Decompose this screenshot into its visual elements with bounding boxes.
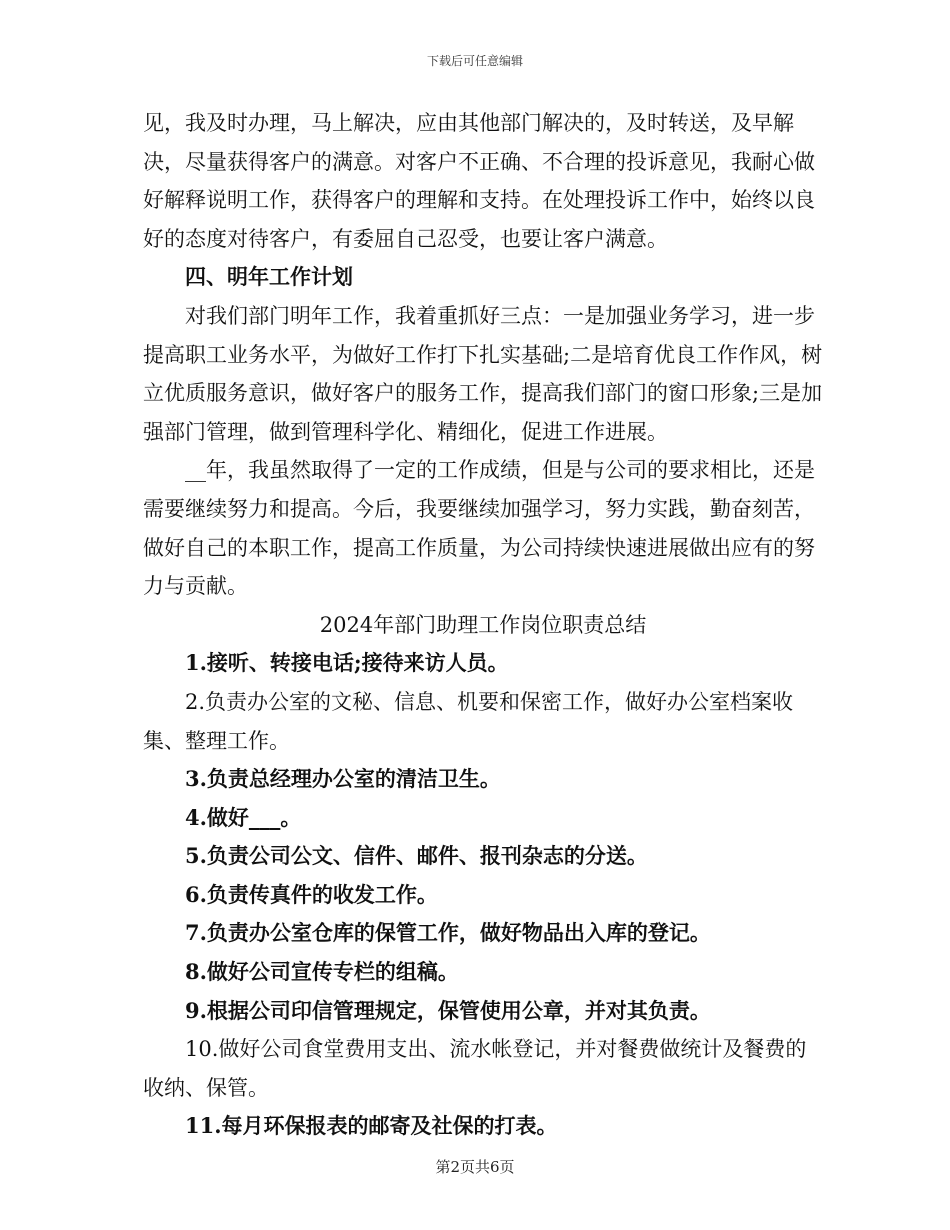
section-title-duties: 2024年部门助理工作岗位职责总结 [319,612,647,637]
duty-item-4: 4.做好___。 [185,804,302,830]
duty-item-11: 11.每月环保报表的邮寄及社保的打表。 [185,1113,558,1139]
duty-item-7: 7.负责办公室仓库的保管工作，做好物品出入库的登记。 [185,920,711,946]
duty-item-1: 1.接听、转接电话;接待来访人员。 [185,650,509,676]
duty-item-2: 2.负责办公室的文秘、信息、机要和保密工作，做好办公室档案收集、整理工作。 [143,689,794,753]
duty-item-10: 10.做好公司食堂费用支出、流水帐登记，并对餐费做统计及餐费的收纳、保管。 [143,1037,807,1100]
document-body [143,104,823,1146]
duty-item-6: 6.负责传真件的收发工作。 [185,881,438,907]
duty-item-8: 8.做好公司宣传专栏的组稿。 [185,959,459,985]
paragraph-complaints: 见，我及时办理，马上解决，应由其他部门解决的，及时转送，及早解决，尽量获得客户的满意。对客户不正确、不合理的投诉意见，我耐心做好解释说明工作，获得客户的理解和支持。在处理投诉工作中，始终以良好的态度对待客户，有委屈自己忍受，也要让客户满意。 [143,111,815,251]
paragraph-next-year-plan: 对我们部门明年工作，我着重抓好三点：一是加强业务学习，进一步提高职工业务水平，为做好工作打下扎实基础;二是培育优良工作作风，树立优质服务意识，做好客户的服务工作，提高我们部门的窗口形象;三是加强部门管理，做到管理科学化、精细化，促进工作进展。 [143,303,823,444]
duty-item-9: 9.根据公司印信管理规定，保管使用公章，并对其负责。 [185,997,711,1023]
duty-item-3: 3.负责总经理办公室的清洁卫生。 [185,766,501,792]
page-footer: 第2页共6页 [435,1158,515,1176]
section-heading-next-year-plan: 四、明年工作计划 [185,264,353,290]
page-header: 下载后可任意编辑 [426,54,523,68]
paragraph-conclusion: __年，我虽然取得了一定的工作成绩，但是与公司的要求相比，还是需要继续努力和提高。今后，我要继续加强学习，努力实践，勤奋刻苦，做好自己的本职工作，提高工作质量，为公司持续快速进展做出应有的努力与贡献。 [143,458,815,599]
duty-item-5: 5.负责公司公文、信件、邮件、报刊杂志的分送。 [185,843,648,869]
